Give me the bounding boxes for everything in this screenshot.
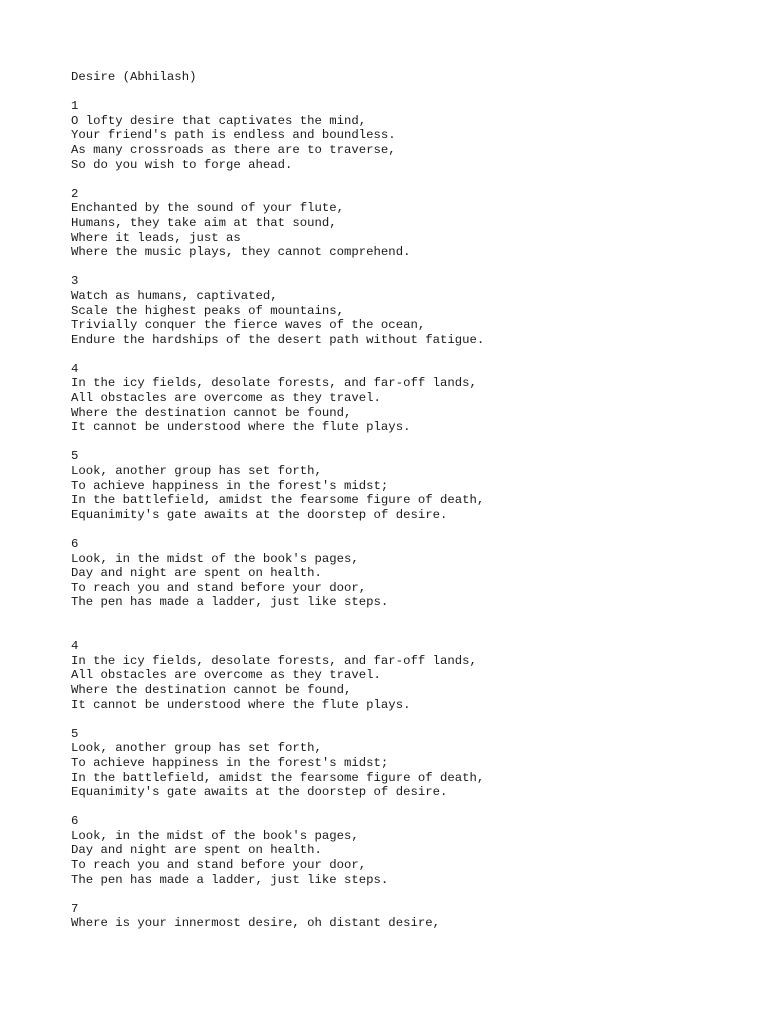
poem-line: Watch as humans, captivated, (71, 288, 278, 303)
poem-line: Day and night are spent on health. (71, 843, 322, 858)
stanza (71, 902, 751, 931)
stanza-number: 7 (71, 901, 79, 916)
poem-line: Look, another group has set forth, (71, 741, 322, 756)
spacer (71, 610, 751, 639)
stanza (71, 727, 751, 800)
poem-line: Your friend's path is endless and boundless. (71, 128, 396, 143)
poem-line: Where the destination cannot be found, (71, 405, 352, 420)
spacer (71, 800, 751, 815)
stanza-number: 2 (71, 186, 79, 201)
poem-line: Look, another group has set forth, (71, 464, 322, 479)
poem-line: All obstacles are overcome as they travel. (71, 668, 381, 683)
poem-line: To achieve happiness in the forest's midst; (71, 478, 389, 493)
poem-line: Trivially conquer the fierce waves of the ocean, (71, 318, 426, 333)
stanza-number: 6 (71, 537, 79, 551)
poem-line: In the icy fields, desolate forests, and far-off lands, (71, 653, 477, 668)
spacer (71, 435, 751, 450)
poem-line: It cannot be understood where the flute plays. (71, 420, 411, 435)
stanza (71, 187, 751, 260)
stanza-number: 5 (71, 726, 79, 741)
stanza-number: 4 (71, 361, 79, 376)
stanza-number: 3 (71, 274, 79, 289)
poem-line: Equanimity's gate awaits at the doorstep of desire. (71, 785, 448, 800)
stanza-number: 5 (71, 449, 79, 464)
poem-line: To reach you and stand before your door, (71, 580, 367, 595)
poem-line: To reach you and stand before your door, (71, 858, 367, 873)
document-page (71, 70, 751, 931)
poem-line: So do you wish to forge ahead. (71, 157, 293, 172)
poem-line: Endure the hardships of the desert path without fatigue. (71, 332, 485, 347)
poem-line: O lofty desire that captivates the mind, (71, 113, 367, 128)
poem-line: Enchanted by the sound of your flute, (71, 201, 345, 216)
spacer (71, 887, 751, 902)
stanza (71, 814, 751, 887)
poem-line: To achieve happiness in the forest's midst; (71, 755, 389, 770)
poem-line: In the icy fields, desolate forests, and far-off lands, (71, 376, 477, 391)
poem-line: Where the destination cannot be found, (71, 682, 352, 697)
stanza (71, 99, 751, 172)
spacer (71, 522, 751, 537)
poem-line: Where the music plays, they cannot comprehend. (71, 245, 411, 260)
stanza (71, 449, 751, 522)
poem-line: In the battlefield, amidst the fearsome figure of death, (71, 493, 485, 508)
stanza-number: 1 (71, 99, 79, 114)
stanza-number: 6 (71, 814, 79, 829)
spacer (71, 172, 751, 187)
poem-line: All obstacles are overcome as they travel. (71, 391, 381, 406)
poem-line: As many crossroads as there are to traverse, (71, 142, 396, 157)
stanza (71, 274, 751, 347)
poem-line: The pen has made a ladder, just like steps. (71, 595, 389, 610)
poem-line: Scale the highest peaks of mountains, (71, 303, 345, 318)
stanza (71, 362, 751, 435)
poem-line: Day and night are spent on health. (71, 566, 322, 581)
spacer (71, 712, 751, 727)
poem-line: It cannot be understood where the flute plays. (71, 697, 411, 712)
spacer (71, 85, 751, 100)
poem-title: Desire (Abhilash) (71, 70, 197, 84)
poem-line: Look, in the midst of the book's pages, (71, 828, 359, 843)
poem-line: In the battlefield, amidst the fearsome figure of death, (71, 770, 485, 785)
spacer (71, 347, 751, 362)
poem-line: Where it leads, just as (71, 230, 241, 245)
stanza (71, 639, 751, 712)
poem-line: Humans, they take aim at that sound, (71, 215, 337, 230)
poem-line: The pen has made a ladder, just like steps. (71, 872, 389, 887)
poem-line: Look, in the midst of the book's pages, (71, 551, 359, 566)
spacer (71, 260, 751, 275)
stanza (71, 537, 751, 610)
poem-line: Where is your innermost desire, oh distant desire, (71, 916, 440, 931)
poem-line: Equanimity's gate awaits at the doorstep of desire. (71, 507, 448, 522)
stanza-number: 4 (71, 639, 79, 654)
